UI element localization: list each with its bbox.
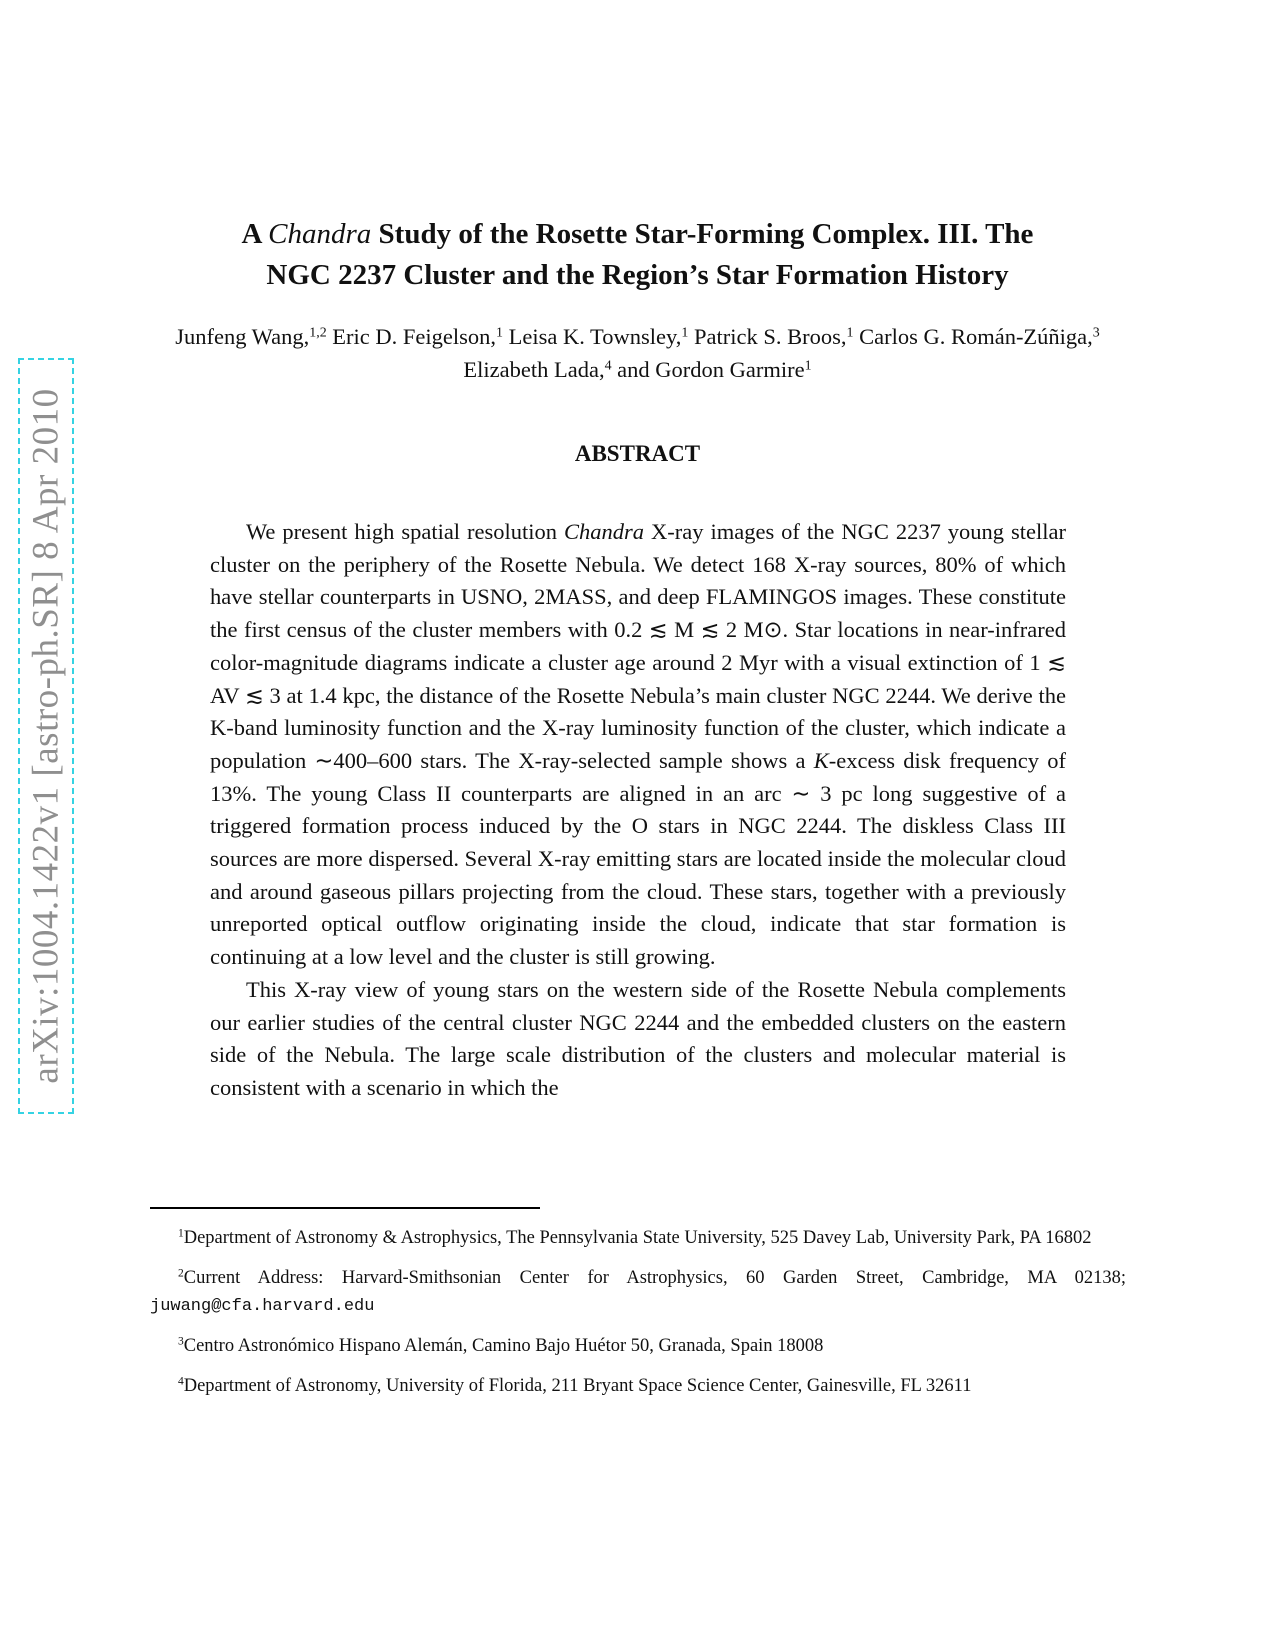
- footnote-text: Current Address: Harvard-Smithsonian Center for Astrophysics, 60 Garden Street, Cambridge, MA 02138;: [183, 1268, 1126, 1288]
- title-line2: NGC 2237 Cluster and the Region’s Star Formation History: [266, 259, 1009, 291]
- abstract-chandra: Chandra: [564, 519, 645, 544]
- author-name: Carlos G. Román-Zúñiga,: [859, 324, 1093, 349]
- abstract-body: [210, 516, 1066, 1105]
- author-affil: 4: [604, 358, 612, 374]
- title-line1-rest: Study of the Rosette Star-Forming Complex. III. The: [378, 218, 1034, 250]
- footnote-mark: 3: [178, 1335, 184, 1348]
- footnote-text: Department of Astronomy & Astrophysics, The Pennsylvania State University, 525 Davey Lab, University Park, PA 16802: [183, 1228, 1092, 1248]
- abstract-text: Star locations in near-infrared color-magnitude diagrams indicate a cluster age around 2 Myr with a visual extinction of: [210, 617, 1067, 675]
- author-affil: 1: [804, 358, 812, 374]
- author-list: [140, 320, 1135, 386]
- footnote: [150, 1333, 1126, 1360]
- abstract-paragraph: This X-ray view of young stars on the western side of the Rosette Nebula complements our earlier studies of the central cluster NGC 2244 and the embedded clusters on the eastern side of the Nebula. The large scale distribution of the clusters and molecular material is consistent with a scenario in which the: [210, 976, 1066, 1100]
- author-affil: 3: [1092, 325, 1100, 341]
- footnote-text: Centro Astronómico Hispano Alemán, Camino Bajo Huétor 50, Granada, Spain 18008: [183, 1336, 824, 1356]
- author-name: Leisa K. Townsley,: [508, 324, 682, 349]
- author-name: Eric D. Feigelson,: [332, 324, 496, 349]
- abstract-extinction-range: 1 ≲ AV ≲ 3: [210, 649, 1066, 708]
- arxiv-stamp-text: arXiv:1004.1422v1 [astro-ph.SR] 8 Apr 2010: [25, 388, 67, 1084]
- footnote: [150, 1225, 1126, 1252]
- author-affil: 1: [846, 325, 854, 341]
- abstract-text: X-ray images of the NGC 2237 young stellar cluster on the periphery of the Rosette Nebula. We detect 168 X-ray sources, 80% of which have stellar counterparts in USNO, 2MASS, and deep FLAMINGOS images. These constitute the first census of the cluster members with: [210, 519, 1067, 643]
- abstract-text: at 1.4 kpc, the distance of the Rosette Nebula’s main cluster NGC 2244. We derive the K-band luminosity function and the X-ray luminosity function of the cluster, which indicate a population ∼400–600 stars. The X-ray-selected sample shows a: [210, 682, 1066, 773]
- author-affil: 1: [496, 325, 503, 341]
- footnote-mark: 4: [178, 1375, 184, 1388]
- footnote: [150, 1373, 1126, 1400]
- footnote-rule: [150, 1207, 540, 1209]
- author-name: and Gordon Garmire: [617, 357, 805, 382]
- footnotes: [150, 1225, 1126, 1413]
- paper-title: [140, 214, 1135, 296]
- abstract-text: We present high spatial resolution: [246, 519, 558, 544]
- footnote-mark: 1: [178, 1227, 184, 1240]
- author-name: Patrick S. Broos,: [693, 324, 847, 349]
- footnote-email[interactable]: juwang@cfa.harvard.edu: [150, 1297, 375, 1316]
- abstract-paragraph: [210, 516, 1066, 974]
- footnote: [150, 1265, 1126, 1320]
- author-name: Elizabeth Lada,: [463, 357, 605, 382]
- abstract-heading: ABSTRACT: [574, 441, 701, 466]
- footnote-text: Department of Astronomy, University of Florida, 211 Bryant Space Science Center, Gainesville, FL 32611: [183, 1376, 972, 1396]
- abstract-text: -excess disk frequency of 13%. The young Class II counterparts are aligned in an arc ∼ 3 pc long suggestive of a triggered formation process induced by the O stars in NGC 2244. The diskless Class III sources are more dispersed. Several X-ray emitting stars are located inside the molecular cloud and around gaseous pillars projecting from the cloud. These stars, together with a previously unreported optical outflow originating inside the cloud, indicate that star formation is continuing at a low level and the cluster is still growing.: [210, 747, 1066, 970]
- author-name: Junfeng Wang,: [175, 324, 310, 349]
- author-affil: 1,2: [309, 325, 327, 341]
- abstract-mass-range: 0.2 ≲ M ≲ 2 M⊙.: [614, 617, 789, 643]
- title-chandra: Chandra: [268, 218, 372, 250]
- abstract-k-band: K: [813, 747, 829, 773]
- footnote-mark: 2: [178, 1267, 184, 1280]
- arxiv-identifier-stamp: [18, 358, 74, 1114]
- title-prefix: A: [241, 218, 261, 250]
- author-affil: 1: [681, 325, 689, 341]
